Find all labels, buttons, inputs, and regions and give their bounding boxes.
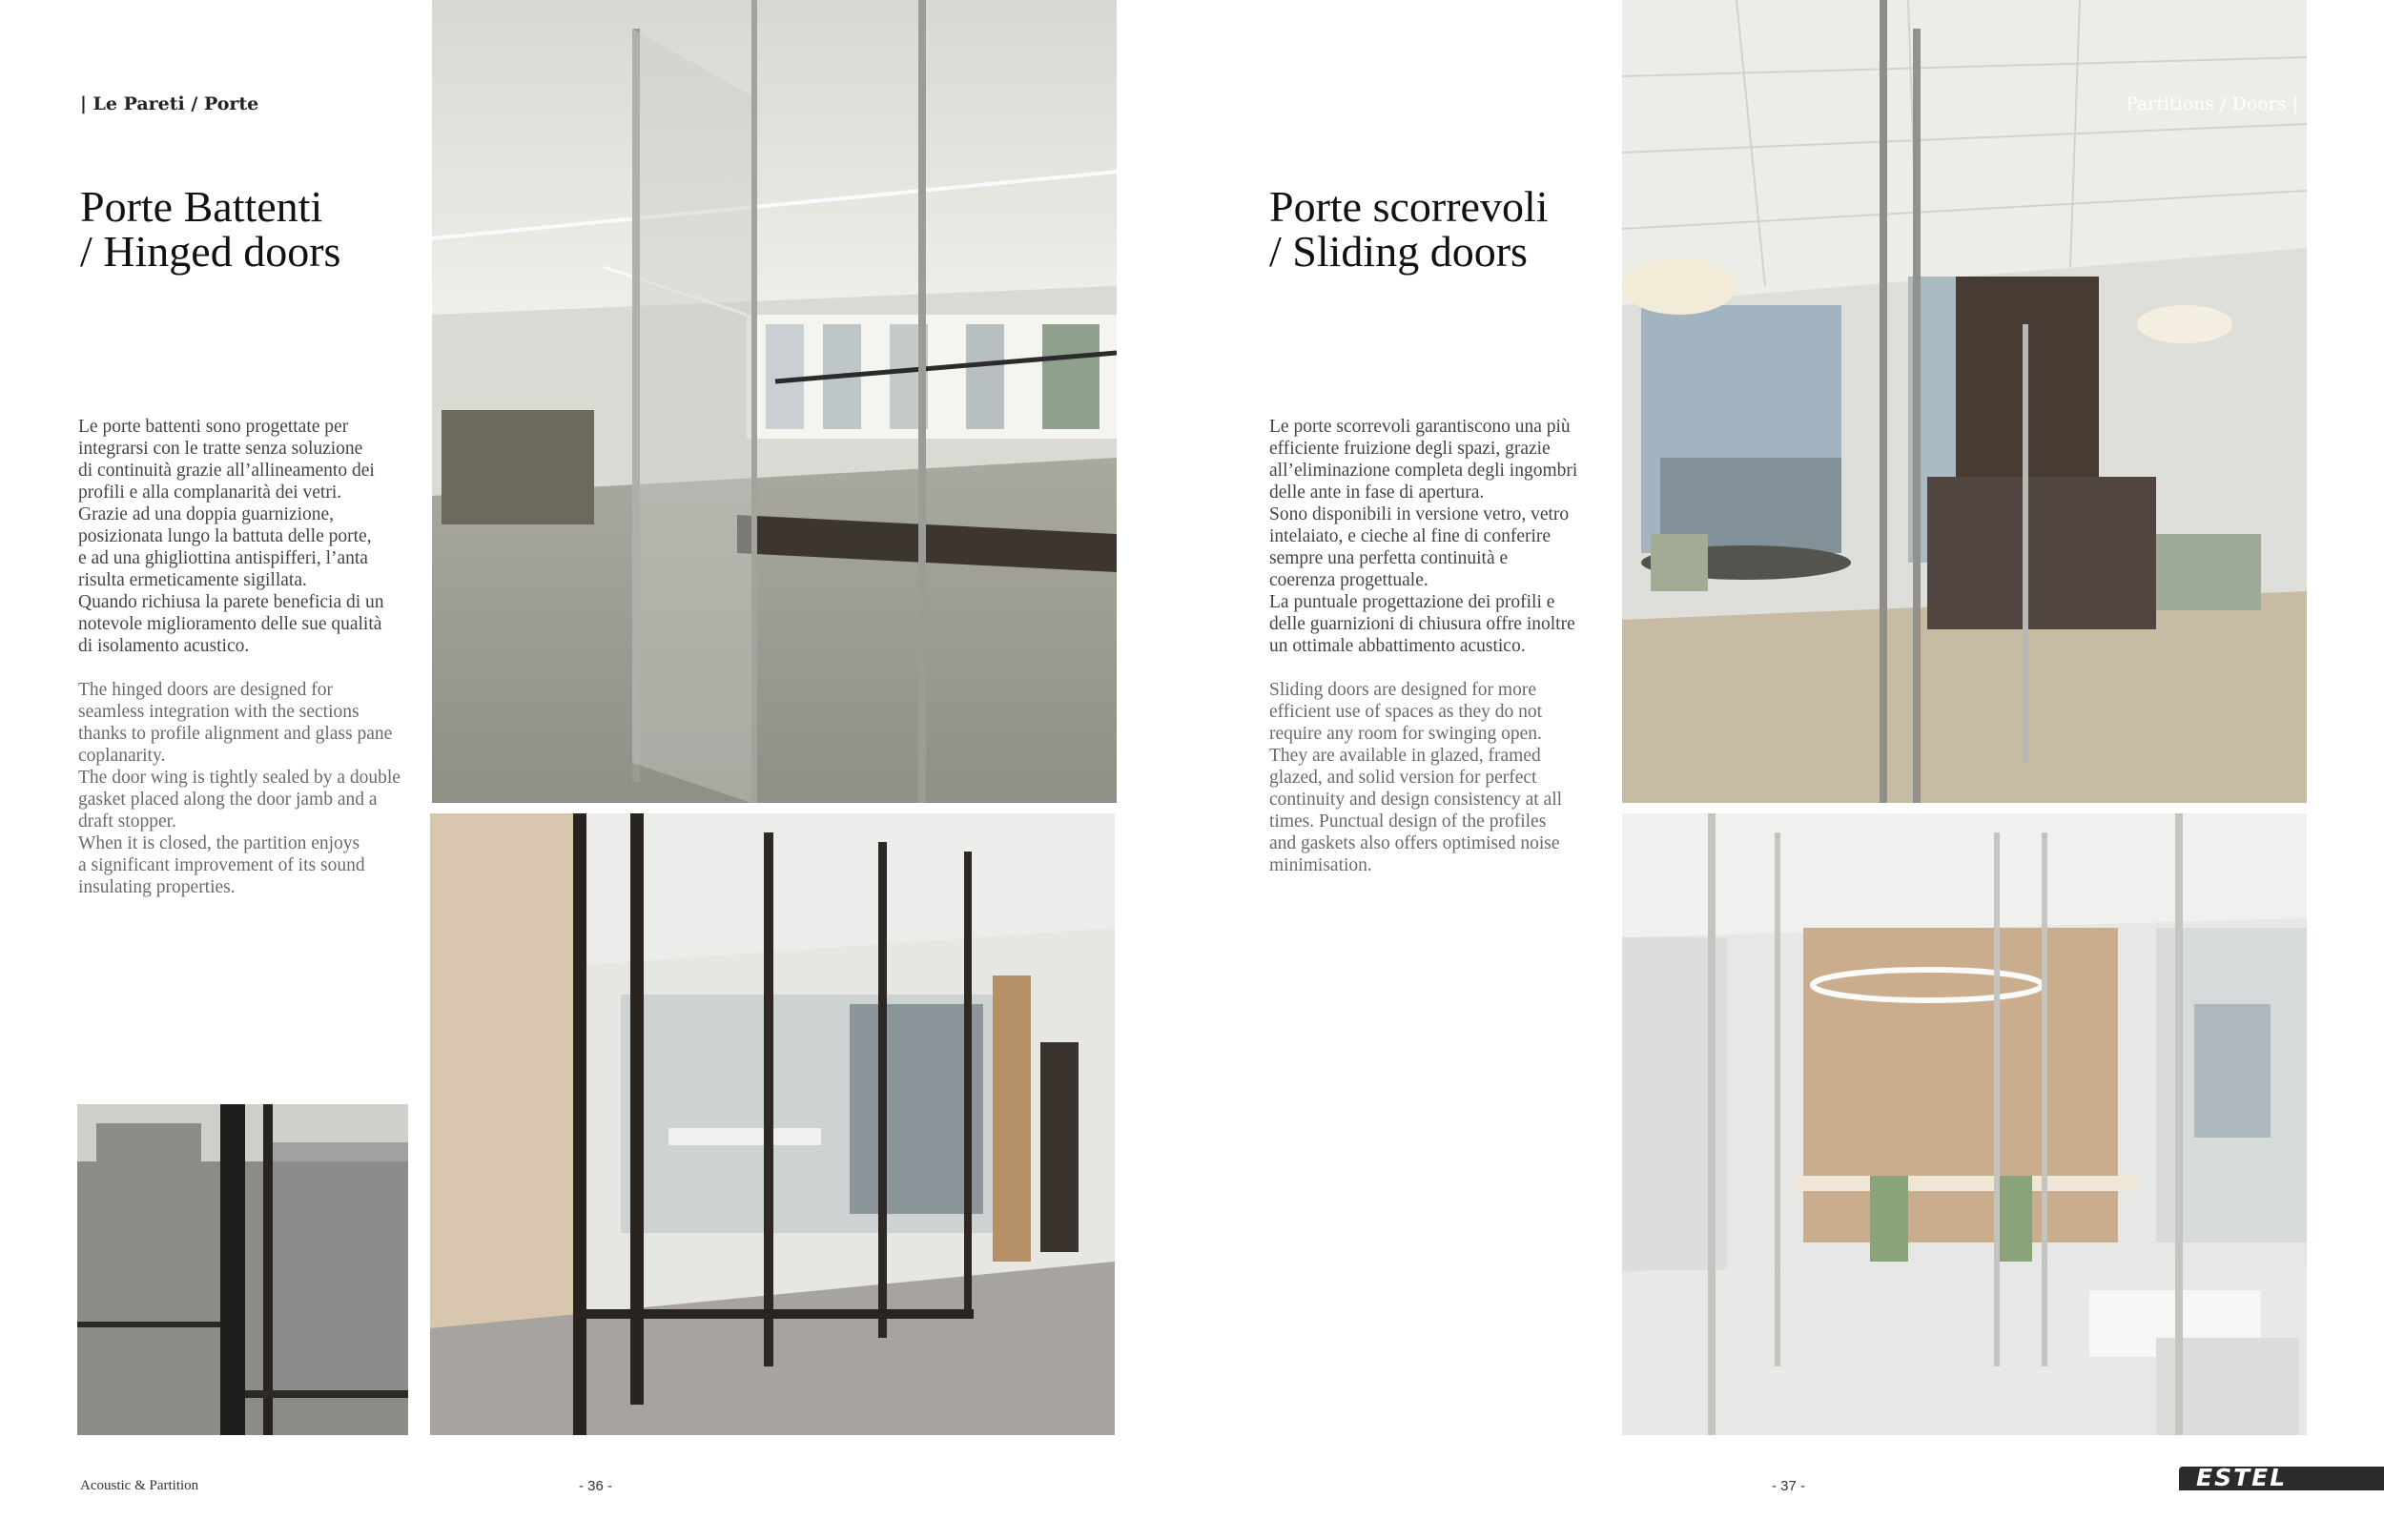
title-line-2: / Hinged doors — [80, 227, 341, 276]
photo-sliding-door-meeting-room — [1622, 0, 2307, 803]
page-title-left — [80, 184, 340, 274]
photo-dark-frame-partition — [430, 813, 1115, 1435]
title-line-2: / Sliding doors — [1269, 227, 1528, 276]
section-label-left: | Le Pareti / Porte — [80, 93, 259, 114]
photo-door-detail — [77, 1104, 408, 1435]
brand-logo-text: ESTEL — [2196, 1464, 2288, 1491]
photo-glazed-office-ring-light — [1622, 813, 2307, 1435]
body-text-italian-right: Le porte scorrevoli garantiscono una più efficiente fruizione degli spazi, grazie all’eliminazione completa degli ingombri delle ante in fase di apertura. Sono disponibili in versione vetro, vetro intelaiato, e cieche al fine di conferire sempre una perfetta continuità e coerenza progettuale. La puntuale progettazione dei profili e delle guarnizioni di chiusura offre inoltre un ottimale abbattimento acustico. — [1269, 417, 1578, 656]
brand-logo — [2179, 1464, 2384, 1491]
body-text-english-right: Sliding doors are designed for more efficient use of spaces as they do not require any room for swinging open. They are available in glazed, framed glazed, and solid version for perfect continuity and design consistency at all times. Punctual design of the profiles and gaskets also offers optimised noise minimisation. — [1269, 680, 1563, 875]
title-line-1: Porte scorrevoli — [1269, 182, 1549, 231]
photo-hinged-door-office — [432, 0, 1117, 803]
body-text-english-left: The hinged doors are designed for seamless integration with the sections thanks to profile alignment and glass pane coplanarity. The door wing is tightly sealed by a double gasket placed along the door jamb and a draft stopper. When it is closed, the partition enjoys a significant improvement of its sound insulating properties. — [78, 680, 401, 897]
page-title-right — [1269, 184, 1549, 274]
page-number-left: - 36 - — [579, 1478, 613, 1494]
page-number-right: - 37 - — [1772, 1478, 1806, 1494]
body-text-italian-left: Le porte battenti sono progettate per integrarsi con le tratte senza soluzione di continuità grazie all’allineamento dei profili e alla complanarità dei vetri. Grazie ad una doppia guarnizione, posizionata lungo la battuta delle porte, e ad una ghigliottina antispifferi, l’anta risulta ermeticamente sigillata. Quando richiusa la parete beneficia di un notevole miglioramento delle sue qualità di isolamento acustico. — [78, 417, 384, 656]
footer-brand-text: Acoustic & Partition — [80, 1478, 199, 1493]
title-line-1: Porte Battenti — [80, 182, 323, 231]
section-label-right: Partitions / Doors | — [2125, 93, 2298, 114]
